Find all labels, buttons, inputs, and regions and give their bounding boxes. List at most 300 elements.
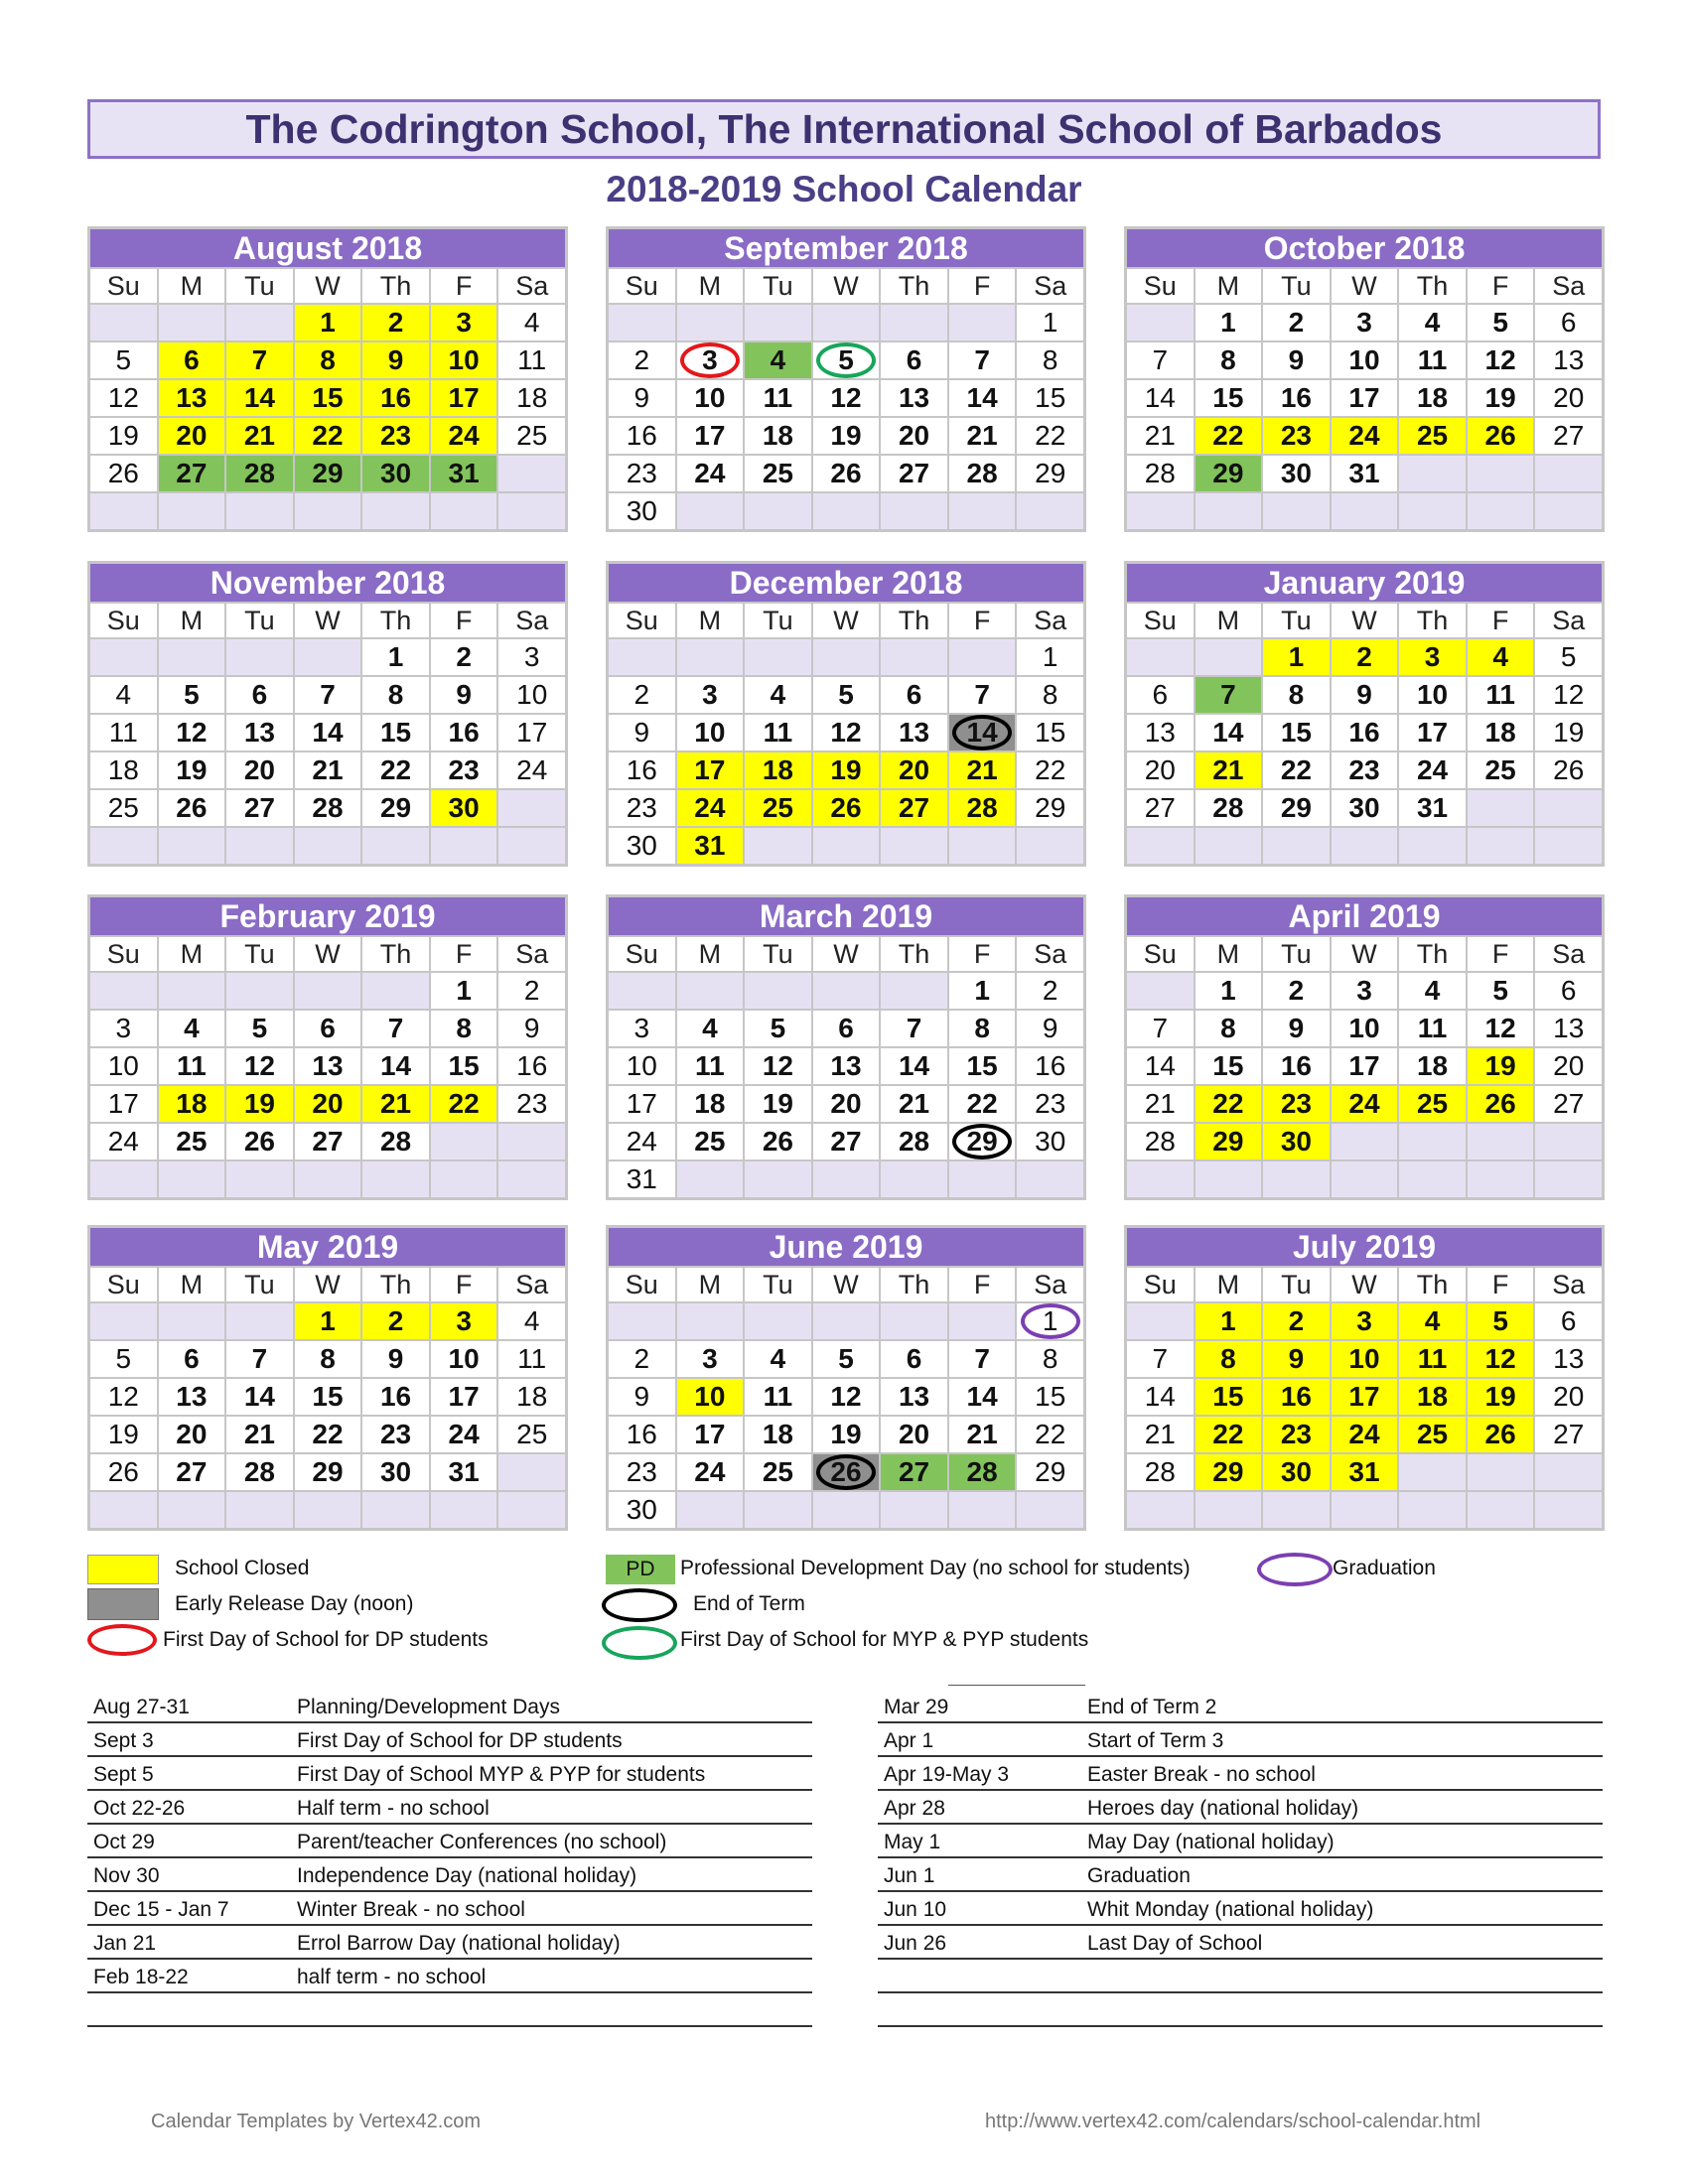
note-row: [878, 1791, 1603, 1825]
day-cell: 22: [949, 1086, 1016, 1122]
empty-day-cell: [1263, 1492, 1330, 1528]
empty-day-cell: [1196, 493, 1262, 529]
day-cell: 3: [677, 342, 744, 378]
weekday-header: F: [431, 604, 497, 637]
day-cell: 1: [949, 973, 1016, 1009]
day-cell: 24: [609, 1124, 675, 1160]
empty-day-cell: [1332, 828, 1398, 864]
empty-day-cell: [362, 1492, 429, 1528]
note-text: Planning/Development Days: [297, 1696, 560, 1718]
note-row: [87, 1858, 812, 1892]
weekday-header: Su: [90, 1268, 157, 1301]
day-cell: 28: [949, 790, 1016, 826]
notes-right: [878, 1690, 1603, 2027]
weekday-header: Su: [609, 937, 675, 971]
weekday-header: M: [677, 1268, 744, 1301]
day-cell: 3: [609, 1011, 675, 1046]
school-title: The Codrington School, The International School of Barbados: [87, 99, 1601, 159]
empty-day-cell: [90, 493, 157, 529]
day-cell: 6: [295, 1011, 361, 1046]
day-cell: 20: [295, 1086, 361, 1122]
day-cell: 7: [226, 342, 293, 378]
weekday-header: Th: [1399, 1268, 1466, 1301]
weekday-header: Tu: [745, 937, 811, 971]
day-cell: 11: [677, 1048, 744, 1084]
day-cell: 22: [1263, 752, 1330, 788]
day-cell: 30: [362, 1454, 429, 1490]
weekday-header: F: [949, 937, 1016, 971]
day-cell: 27: [881, 790, 947, 826]
day-cell: 7: [949, 677, 1016, 713]
day-cell: 6: [159, 1341, 225, 1377]
month-title: October 2018: [1127, 229, 1602, 267]
note-row: [87, 1757, 812, 1791]
legend-pd-tag: PD: [626, 1558, 655, 1580]
day-cell: 25: [1399, 1086, 1466, 1122]
day-cell: 20: [1535, 380, 1602, 416]
day-cell: 14: [949, 715, 1016, 751]
day-cell: 30: [1332, 790, 1398, 826]
empty-day-cell: [1017, 1492, 1083, 1528]
day-cell: 7: [949, 342, 1016, 378]
day-cell: 8: [295, 1341, 361, 1377]
month-title: May 2019: [90, 1228, 565, 1266]
weekday-header: Th: [881, 269, 947, 303]
day-cell: 10: [1399, 677, 1466, 713]
day-cell: 17: [431, 1379, 497, 1415]
day-cell: 17: [1399, 715, 1466, 751]
day-cell: 18: [745, 1417, 811, 1452]
month-title: September 2018: [609, 229, 1083, 267]
day-cell: 8: [1017, 342, 1083, 378]
day-cell: 26: [1468, 1417, 1534, 1452]
day-cell: 20: [159, 1417, 225, 1452]
day-cell: 16: [609, 418, 675, 454]
day-cell: 24: [1332, 418, 1398, 454]
day-cell: 6: [881, 677, 947, 713]
note-text: Heroes day (national holiday): [1087, 1797, 1359, 1820]
legend-myp-label: First Day of School for MYP & PYP students: [680, 1628, 1089, 1651]
month-title: April 2019: [1127, 897, 1602, 935]
day-cell: 31: [1332, 1454, 1398, 1490]
day-cell: 2: [609, 1341, 675, 1377]
day-cell: 18: [677, 1086, 744, 1122]
day-cell: 29: [1196, 456, 1262, 491]
legend-graduation-label: Graduation: [1333, 1557, 1436, 1579]
day-cell: 23: [609, 790, 675, 826]
day-cell: 27: [1535, 418, 1602, 454]
empty-day-cell: [90, 1492, 157, 1528]
weekday-header: Tu: [226, 937, 293, 971]
day-cell: 3: [90, 1011, 157, 1046]
day-cell: 2: [609, 677, 675, 713]
day-cell: 13: [881, 1379, 947, 1415]
day-cell: 8: [1263, 677, 1330, 713]
note-row: [87, 1960, 812, 1993]
day-cell: 5: [1468, 973, 1534, 1009]
weekday-header: M: [1196, 937, 1262, 971]
empty-day-cell: [295, 1161, 361, 1197]
note-text: May Day (national holiday): [1087, 1831, 1335, 1853]
month-title: November 2018: [90, 564, 565, 602]
month-3: [87, 561, 568, 867]
day-cell: 11: [1399, 1341, 1466, 1377]
day-cell: 4: [90, 677, 157, 713]
empty-day-cell: [431, 828, 497, 864]
legend-early-label: Early Release Day (noon): [175, 1592, 414, 1615]
day-cell: 25: [498, 418, 565, 454]
day-cell: 11: [1468, 677, 1534, 713]
day-cell: 3: [498, 639, 565, 675]
day-cell: 31: [1399, 790, 1466, 826]
day-cell: 2: [1332, 639, 1398, 675]
day-cell: 17: [677, 752, 744, 788]
day-cell: 9: [1263, 342, 1330, 378]
note-row: [878, 1960, 1603, 1993]
empty-day-cell: [226, 493, 293, 529]
day-cell: 22: [1017, 418, 1083, 454]
empty-day-cell: [813, 305, 880, 341]
empty-day-cell: [226, 1303, 293, 1339]
empty-day-cell: [677, 1492, 744, 1528]
day-cell: 12: [1535, 677, 1602, 713]
empty-day-cell: [949, 828, 1016, 864]
empty-day-cell: [431, 493, 497, 529]
black-ring-icon: [816, 1454, 876, 1490]
empty-day-cell: [1332, 1161, 1398, 1197]
day-cell: 15: [295, 380, 361, 416]
note-text: Parent/teacher Conferences (no school): [297, 1831, 667, 1853]
note-text: Errol Barrow Day (national holiday): [297, 1932, 621, 1955]
day-cell: 27: [881, 456, 947, 491]
footer-url: http://www.vertex42.com/calendars/school-calendar.html: [985, 2111, 1481, 2132]
day-cell: 20: [1535, 1379, 1602, 1415]
day-cell: 23: [1263, 1417, 1330, 1452]
day-cell: 21: [226, 418, 293, 454]
legend-pd-label: Professional Development Day (no school for students): [680, 1557, 1191, 1579]
empty-day-cell: [813, 1492, 880, 1528]
day-cell: 5: [1468, 1303, 1534, 1339]
day-cell: 21: [226, 1417, 293, 1452]
day-cell: 20: [881, 752, 947, 788]
empty-day-cell: [1127, 1492, 1194, 1528]
day-cell: 14: [1127, 380, 1194, 416]
empty-day-cell: [1127, 828, 1194, 864]
empty-day-cell: [498, 1161, 565, 1197]
day-cell: 9: [1017, 1011, 1083, 1046]
day-cell: 29: [362, 790, 429, 826]
empty-day-cell: [498, 1492, 565, 1528]
day-cell: 19: [1468, 1379, 1534, 1415]
weekday-header: Sa: [498, 1268, 565, 1301]
month-title: January 2019: [1127, 564, 1602, 602]
day-cell: 25: [745, 1454, 811, 1490]
day-cell: 4: [159, 1011, 225, 1046]
note-text: First Day of School for DP students: [297, 1729, 623, 1752]
weekday-header: Tu: [1263, 269, 1330, 303]
empty-day-cell: [362, 973, 429, 1009]
day-cell: 11: [745, 380, 811, 416]
day-cell: 7: [295, 677, 361, 713]
day-cell: 4: [498, 305, 565, 341]
month-title: August 2018: [90, 229, 565, 267]
weekday-header: F: [949, 1268, 1016, 1301]
empty-day-cell: [1399, 828, 1466, 864]
empty-day-cell: [1468, 1454, 1534, 1490]
day-cell: 30: [1263, 456, 1330, 491]
day-cell: 18: [745, 752, 811, 788]
green-ring-icon: [816, 342, 876, 378]
month-title: February 2019: [90, 897, 565, 935]
weekday-header: Th: [362, 604, 429, 637]
note-date: Jan 21: [93, 1932, 157, 1955]
day-cell: 23: [498, 1086, 565, 1122]
empty-day-cell: [362, 493, 429, 529]
empty-day-cell: [813, 639, 880, 675]
weekday-header: Th: [362, 269, 429, 303]
day-cell: 19: [159, 752, 225, 788]
weekday-header: Tu: [745, 1268, 811, 1301]
day-cell: 28: [881, 1124, 947, 1160]
empty-day-cell: [881, 639, 947, 675]
day-cell: 7: [1127, 1341, 1194, 1377]
day-cell: 23: [609, 1454, 675, 1490]
day-cell: 12: [90, 380, 157, 416]
empty-day-cell: [609, 639, 675, 675]
day-cell: 13: [1535, 1011, 1602, 1046]
day-cell: 20: [159, 418, 225, 454]
day-cell: 19: [226, 1086, 293, 1122]
day-cell: 17: [1332, 1379, 1398, 1415]
day-cell: 13: [159, 1379, 225, 1415]
note-row: [87, 1892, 812, 1926]
empty-day-cell: [609, 305, 675, 341]
day-cell: 14: [949, 380, 1016, 416]
weekday-header: Su: [609, 1268, 675, 1301]
month-9: [87, 1225, 568, 1531]
day-cell: 1: [1196, 305, 1262, 341]
weekday-header: F: [949, 269, 1016, 303]
weekday-header: W: [295, 269, 361, 303]
empty-day-cell: [1535, 493, 1602, 529]
empty-day-cell: [677, 973, 744, 1009]
empty-day-cell: [1127, 305, 1194, 341]
empty-day-cell: [745, 1161, 811, 1197]
day-cell: 10: [498, 677, 565, 713]
day-cell: 16: [362, 1379, 429, 1415]
empty-day-cell: [498, 828, 565, 864]
empty-day-cell: [813, 1303, 880, 1339]
note-row: [87, 1926, 812, 1960]
empty-day-cell: [949, 1303, 1016, 1339]
day-cell: 12: [813, 715, 880, 751]
empty-day-cell: [498, 1124, 565, 1160]
day-cell: 8: [1196, 1341, 1262, 1377]
weekday-header: Th: [1399, 937, 1466, 971]
day-cell: 24: [1399, 752, 1466, 788]
weekday-header: F: [431, 1268, 497, 1301]
empty-day-cell: [609, 1303, 675, 1339]
day-cell: 14: [226, 1379, 293, 1415]
day-cell: 7: [881, 1011, 947, 1046]
month-1: [606, 226, 1086, 532]
weekday-header: Sa: [1017, 269, 1083, 303]
empty-day-cell: [1535, 1161, 1602, 1197]
day-cell: 30: [1263, 1454, 1330, 1490]
day-cell: 10: [1332, 342, 1398, 378]
day-cell: 26: [226, 1124, 293, 1160]
day-cell: 8: [362, 677, 429, 713]
day-cell: 7: [1196, 677, 1262, 713]
note-text: Winter Break - no school: [297, 1898, 525, 1921]
day-cell: 5: [90, 342, 157, 378]
day-cell: 6: [1535, 973, 1602, 1009]
day-cell: 16: [1263, 380, 1330, 416]
day-cell: 26: [745, 1124, 811, 1160]
empty-day-cell: [745, 1492, 811, 1528]
day-cell: 11: [159, 1048, 225, 1084]
empty-day-cell: [1196, 828, 1262, 864]
day-cell: 20: [1535, 1048, 1602, 1084]
day-cell: 2: [1263, 1303, 1330, 1339]
day-cell: 15: [1017, 380, 1083, 416]
day-cell: 19: [1468, 380, 1534, 416]
day-cell: 19: [813, 1417, 880, 1452]
empty-day-cell: [159, 828, 225, 864]
empty-day-cell: [1535, 1492, 1602, 1528]
weekday-header: Tu: [1263, 604, 1330, 637]
empty-day-cell: [226, 639, 293, 675]
day-cell: 8: [1017, 677, 1083, 713]
legend-end-term-ring-icon: [602, 1588, 677, 1622]
day-cell: 29: [295, 1454, 361, 1490]
month-2: [1124, 226, 1605, 532]
day-cell: 28: [1127, 1124, 1194, 1160]
empty-day-cell: [159, 1161, 225, 1197]
day-cell: 10: [609, 1048, 675, 1084]
weekday-header: Sa: [1017, 937, 1083, 971]
day-cell: 3: [1399, 639, 1466, 675]
day-cell: 5: [1535, 639, 1602, 675]
weekday-header: M: [1196, 269, 1262, 303]
weekday-header: M: [677, 604, 744, 637]
day-cell: 20: [881, 418, 947, 454]
empty-day-cell: [295, 973, 361, 1009]
day-cell: 28: [362, 1124, 429, 1160]
day-cell: 5: [745, 1011, 811, 1046]
day-cell: 24: [677, 790, 744, 826]
day-cell: 9: [1263, 1011, 1330, 1046]
day-cell: 20: [881, 1417, 947, 1452]
day-cell: 15: [949, 1048, 1016, 1084]
note-row: [87, 1723, 812, 1757]
legend-myp-ring-icon: [602, 1626, 677, 1660]
day-cell: 29: [1017, 456, 1083, 491]
empty-day-cell: [745, 305, 811, 341]
day-cell: 6: [159, 342, 225, 378]
empty-day-cell: [1332, 1124, 1398, 1160]
day-cell: 9: [431, 677, 497, 713]
day-cell: 13: [159, 380, 225, 416]
empty-day-cell: [1399, 493, 1466, 529]
empty-day-cell: [1468, 1492, 1534, 1528]
empty-day-cell: [1332, 493, 1398, 529]
note-row: [87, 1825, 812, 1858]
day-cell: 9: [609, 715, 675, 751]
empty-day-cell: [159, 305, 225, 341]
day-cell: 10: [431, 342, 497, 378]
day-cell: 21: [949, 418, 1016, 454]
day-cell: 18: [1468, 715, 1534, 751]
empty-day-cell: [90, 639, 157, 675]
day-cell: 24: [90, 1124, 157, 1160]
empty-day-cell: [431, 1492, 497, 1528]
month-4: [606, 561, 1086, 867]
day-cell: 22: [1196, 1417, 1262, 1452]
day-cell: 3: [431, 1303, 497, 1339]
day-cell: 4: [498, 1303, 565, 1339]
note-text: Whit Monday (national holiday): [1087, 1898, 1374, 1921]
empty-day-cell: [1017, 493, 1083, 529]
empty-day-cell: [226, 1492, 293, 1528]
weekday-header: W: [295, 1268, 361, 1301]
day-cell: 16: [1017, 1048, 1083, 1084]
day-cell: 14: [1127, 1379, 1194, 1415]
note-text: Easter Break - no school: [1087, 1763, 1316, 1786]
day-cell: 27: [1535, 1417, 1602, 1452]
day-cell: 29: [295, 456, 361, 491]
day-cell: 15: [1263, 715, 1330, 751]
day-cell: 25: [90, 790, 157, 826]
empty-day-cell: [226, 1161, 293, 1197]
day-cell: 23: [1263, 1086, 1330, 1122]
weekday-header: Sa: [1017, 1268, 1083, 1301]
notes-left: [87, 1690, 812, 2027]
day-cell: 19: [90, 1417, 157, 1452]
empty-day-cell: [1399, 1492, 1466, 1528]
empty-day-cell: [431, 1161, 497, 1197]
weekday-header: W: [1332, 1268, 1398, 1301]
empty-day-cell: [1196, 1492, 1262, 1528]
day-cell: 9: [1332, 677, 1398, 713]
day-cell: 7: [362, 1011, 429, 1046]
weekday-header: Su: [1127, 937, 1194, 971]
day-cell: 21: [1127, 1086, 1194, 1122]
day-cell: 1: [1017, 639, 1083, 675]
day-cell: 13: [1127, 715, 1194, 751]
day-cell: 13: [881, 715, 947, 751]
weekday-header: M: [677, 937, 744, 971]
day-cell: 24: [677, 1454, 744, 1490]
note-date: Apr 19-May 3: [884, 1763, 1010, 1786]
day-cell: 6: [813, 1011, 880, 1046]
day-cell: 2: [431, 639, 497, 675]
empty-day-cell: [1399, 456, 1466, 491]
empty-day-cell: [498, 1454, 565, 1490]
day-cell: 29: [1196, 1124, 1262, 1160]
day-cell: 1: [1263, 639, 1330, 675]
empty-day-cell: [1468, 493, 1534, 529]
weekday-header: M: [159, 937, 225, 971]
notes-divider: [948, 1685, 1085, 1686]
day-cell: 26: [1468, 418, 1534, 454]
legend-closed-label: School Closed: [175, 1557, 310, 1579]
empty-day-cell: [881, 305, 947, 341]
day-cell: 12: [1468, 1341, 1534, 1377]
day-cell: 8: [1017, 1341, 1083, 1377]
day-cell: 11: [745, 1379, 811, 1415]
day-cell: 10: [677, 715, 744, 751]
